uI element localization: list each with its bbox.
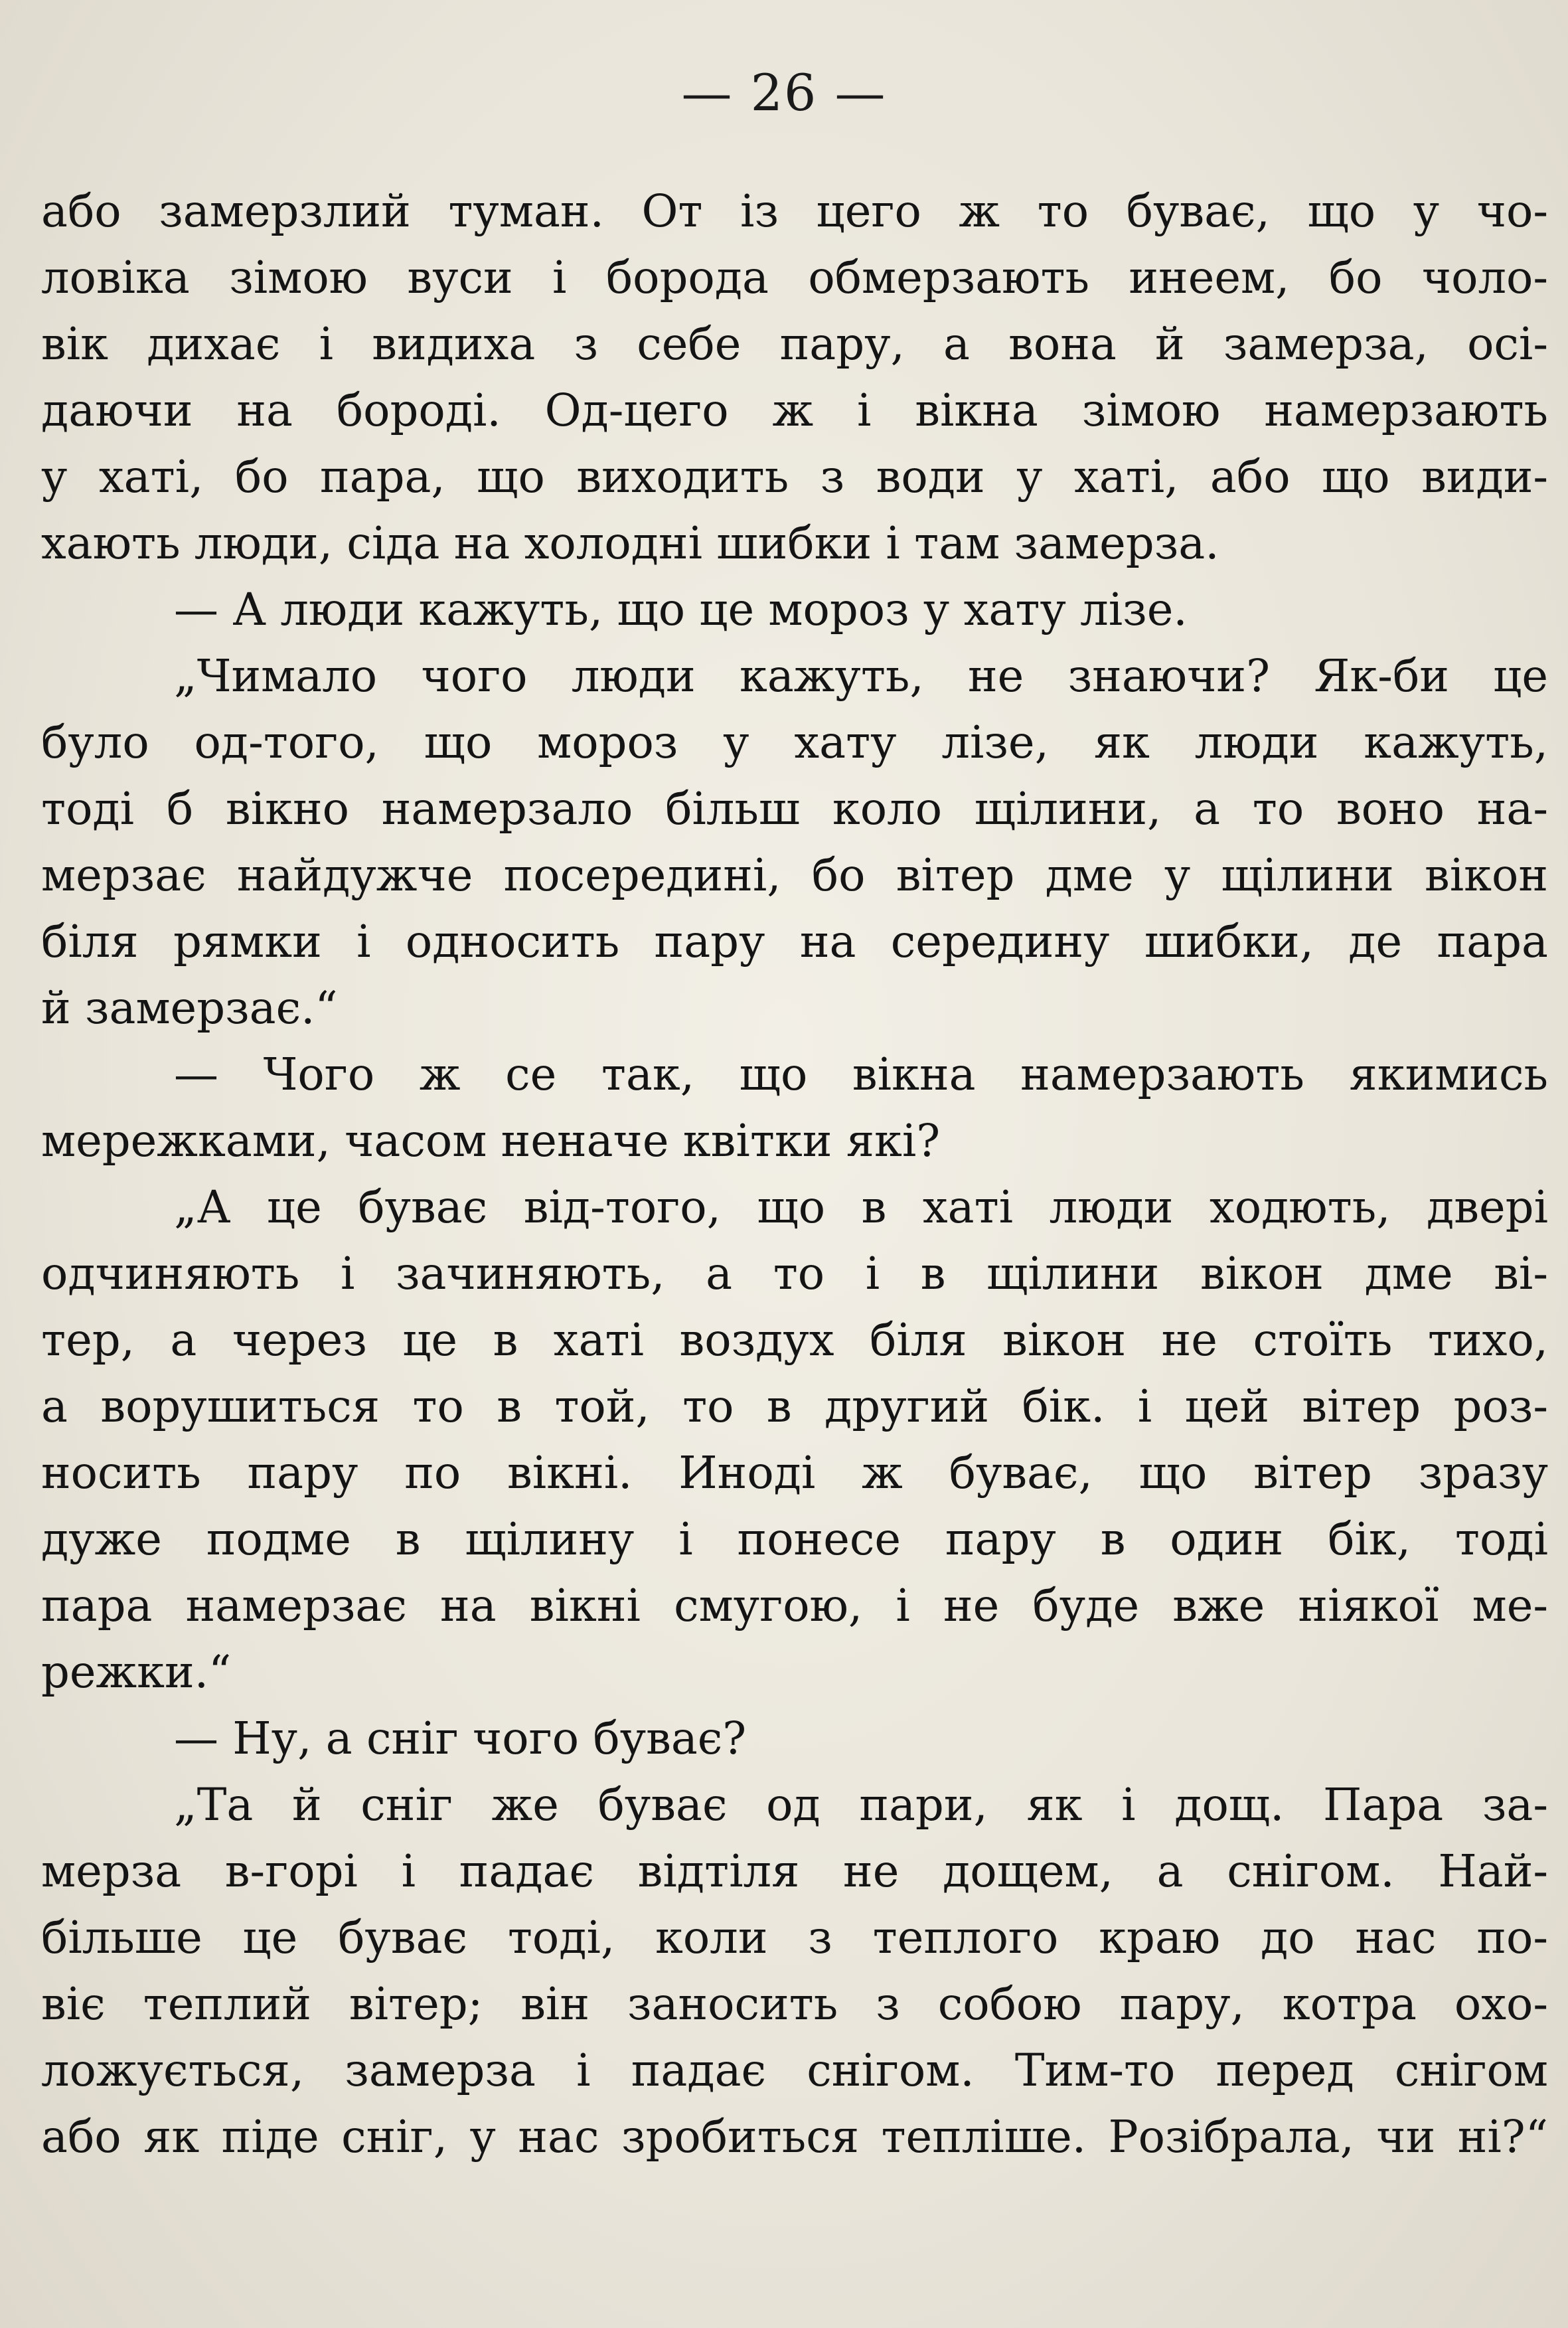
text-line: „А це буває від-того, що в хаті люди ходють, двері [174,1181,1548,1233]
text-line: вік дихає і видиха з себе пару, а вона й замерза, осі- [41,318,1548,370]
text-line: ловіка зімою вуси і борода обмерзають инеем, бо чоло- [41,252,1548,303]
text-line: — Чого ж се так, що вікна намерзають якимись [174,1048,1548,1100]
text-line: або замерзлий туман. От із цего ж то буває, що у чо- [41,185,1548,237]
text-line: даючи на бороді. Од-цего ж і вікна зімою намерзають [41,384,1548,436]
text-line: режки.“ [41,1646,232,1698]
text-line: тоді б вікно намерзало більш коло щілини, а то воно на- [41,783,1548,835]
text-line: „Та й сніг же буває од пари, як і дощ. Пара за- [174,1779,1548,1831]
text-line: а ворушиться то в той, то в другий бік. і цей вітер роз- [41,1380,1548,1432]
text-line: або як піде сніг, у нас зробиться тепліше. Розібрала, чи ні?“ [41,2111,1548,2163]
text-line: мерзає найдужче посередині, бо вітер дме у щілини вікон [41,849,1548,901]
text-line: мережками, часом неначе квітки які? [41,1115,941,1167]
text-line: хають люди, сіда на холодні шибки і там замерза. [41,517,1219,569]
text-line: віє теплий вітер; він заносить з собою пару, котра охо- [41,1978,1548,2030]
text-line: мерза в-горі і падає відтіля не дощем, а снігом. Най- [41,1845,1548,1897]
text-line: — Ну, а сніг чого буває? [174,1712,747,1764]
text-line: — А люди кажуть, що це мороз у хату лізе. [174,584,1188,635]
text-line: одчиняють і зачиняють, а то і в щілини вікон дме ві- [41,1248,1548,1299]
text-line: пара намерзає на вікні смугою, і не буде вже ніякої ме- [41,1580,1548,1631]
text-line: „Чимало чого люди кажуть, не знаючи? Як-би це [174,650,1548,702]
text-line: ложується, замерза і падає снігом. Тим-то перед снігом [41,2044,1548,2096]
body-text [41,178,1548,2170]
text-line: носить пару по вікні. Иноді ж буває, що вітер зразу [41,1447,1548,1499]
text-line: дуже подме в щілину і понесе пару в один бік, тоді [41,1513,1548,1565]
text-line: біля рямки і односить пару на середину шибки, де пара [41,916,1548,967]
text-line: у хаті, бо пара, що виходить з води у хаті, або що види- [41,451,1548,503]
text-line: було од-того, що мороз у хату лізе, як люди кажуть, [41,716,1548,768]
page-number: — 26 — [681,63,887,122]
text-line: тер, а через це в хаті воздух біля вікон не стоїть тихо, [41,1314,1548,1366]
text-line: й замерзає.“ [41,982,338,1034]
text-line: більше це буває тоді, коли з теплого краю до нас по- [41,1912,1548,1963]
